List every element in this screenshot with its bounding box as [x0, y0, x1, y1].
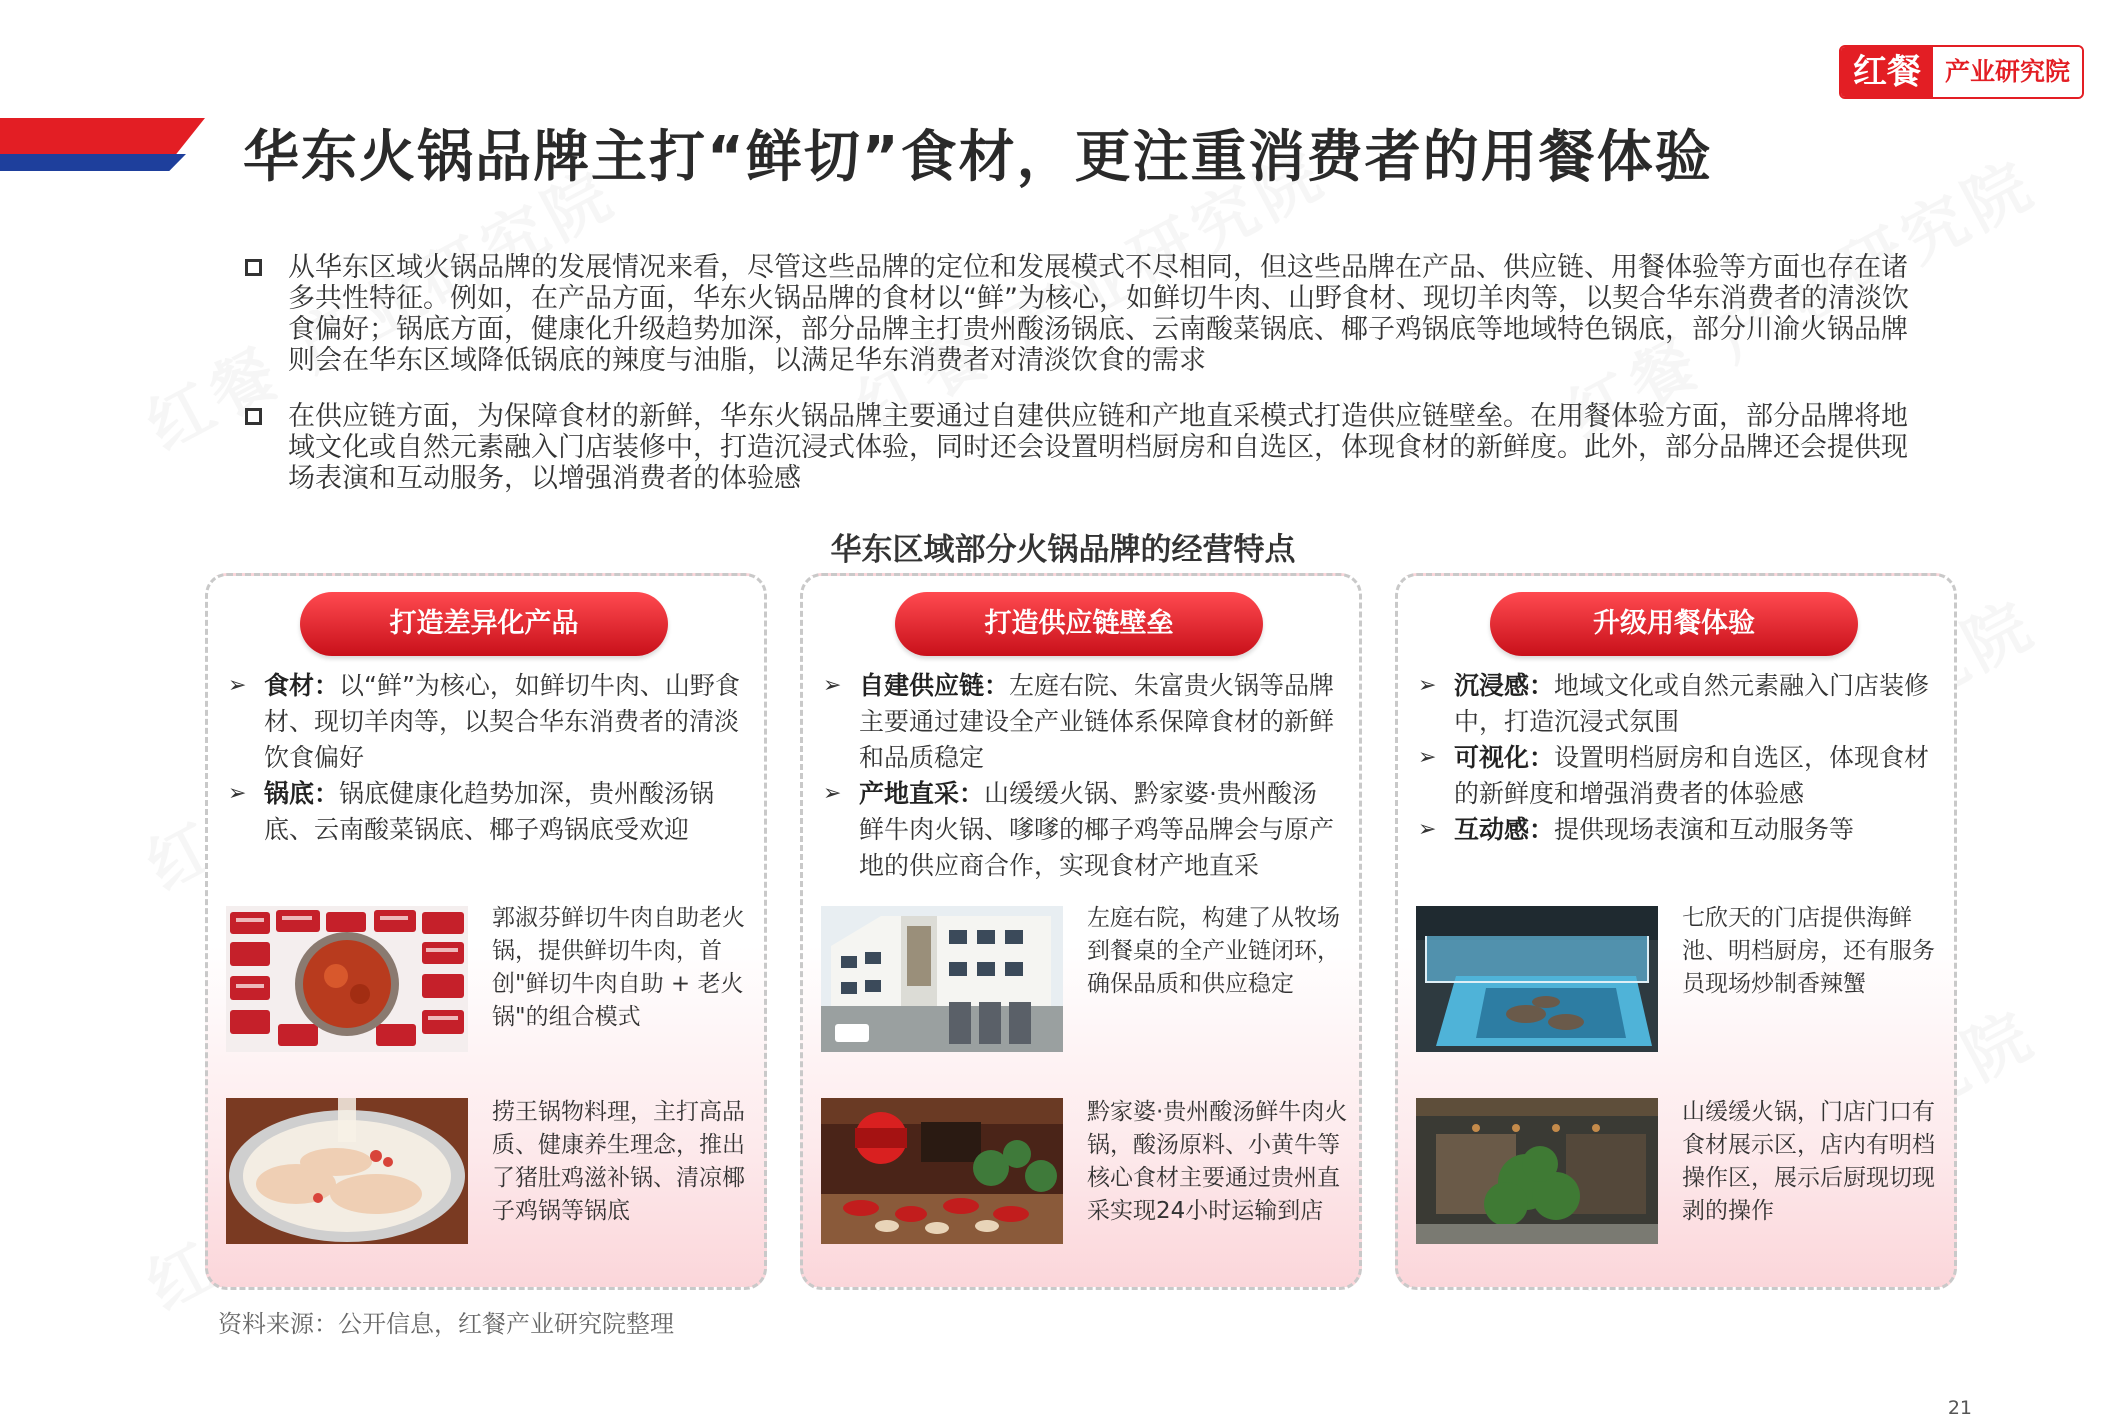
logo-mark: 红餐: [1841, 47, 1933, 97]
source-note: 资料来源：公开信息，红餐产业研究院整理: [218, 1310, 674, 1338]
page-title: 华东火锅品牌主打“鲜切”食材，更注重消费者的用餐体验: [243, 125, 1713, 190]
square-bullet-icon: [245, 259, 262, 276]
arrow-bullet-icon: ➢: [228, 673, 247, 698]
example-text: 七欣天的门店提供海鲜池、明档厨房，还有服务员现场炒制香辣蟹: [1682, 905, 1935, 997]
example-text: 山缓缓火锅，门店门口有食材展示区，店内有明档操作区，展示后厨现切现剥的操作: [1682, 1099, 1935, 1224]
bullet-item: ➢ 互动感：提供现场表演和互动服务等: [1416, 812, 1936, 848]
intro-paragraph: 在供应链方面，为保障食材的新鲜，华东火锅品牌主要通过自建供应链和产地直采模式打造供应链壁垒。在用餐体验方面，部分品牌将地域文化或自然元素融入门店装修中，打造沉浸式体验，同时还会设置明档厨房和自选区，体现食材的新鲜度。此外，部分品牌还会提供现场表演和互动服务，以增强消费者的体验感: [245, 401, 1925, 494]
card-title: 升级用餐体验: [1490, 592, 1858, 656]
bullet-item: ➢ 沉浸感：地域文化或自然元素融入门店装修中，打造沉浸式氛围: [1416, 668, 1936, 740]
storefront-photo: [1416, 1098, 1658, 1244]
arrow-bullet-icon: ➢: [1418, 673, 1437, 698]
title-accent-blue: [0, 154, 186, 171]
card-bullets: [226, 668, 746, 848]
title-accent-red: [0, 118, 205, 154]
feature-card-supply-chain: [800, 573, 1362, 1290]
arrow-bullet-icon: ➢: [1418, 745, 1437, 770]
bullet-item: ➢ 产地直采：山缓缓火锅、黔家婆·贵州酸汤鲜牛肉火锅、嗲嗲的椰子鸡等品牌会与原产地的供应商合作，实现食材产地直采: [821, 776, 1341, 884]
card-title: 打造供应链壁垒: [895, 592, 1263, 656]
example-text: 郭淑芬鲜切牛肉自助老火锅，提供鲜切牛肉，首创"鲜切牛肉自助 + 老火锅"的组合模式: [492, 905, 745, 1030]
bullet-item: ➢ 锅底：锅底健康化趋势加深，贵州酸汤锅底、云南酸菜锅底、椰子鸡锅底受欢迎: [226, 776, 746, 848]
arrow-bullet-icon: ➢: [823, 781, 842, 806]
restaurant-interior-photo: [821, 1098, 1063, 1244]
square-bullet-icon: [245, 408, 262, 425]
card-title: 打造差异化产品: [300, 592, 668, 656]
card-bullets: [1416, 668, 1936, 848]
feature-card-product: [205, 573, 767, 1290]
bullet-item: ➢ 自建供应链：左庭右院、朱富贵火锅等品牌主要通过建设全产业链体系保障食材的新鲜和品质稳定: [821, 668, 1341, 776]
arrow-bullet-icon: ➢: [823, 673, 842, 698]
beef-hotpot-photo: [226, 906, 468, 1052]
section-title: 华东区域部分火锅品牌的经营特点: [830, 532, 1296, 568]
intro-paragraph: 从华东区域火锅品牌的发展情况来看，尽管这些品牌的定位和发展模式不尽相同，但这些品牌在产品、供应链、用餐体验等方面也存在诸多共性特征。例如，在产品方面，华东火锅品牌的食材以“鲜”为核心，如鲜切牛肉、山野食材、现切羊肉等，以契合华东消费者的清淡饮食偏好；锅底方面，健康化升级趋势加深，部分品牌主打贵州酸汤锅底、云南酸菜锅底、椰子鸡锅底等地域特色锅底，部分川渝火锅品牌则会在华东区域降低锅底的辣度与油脂，以满足华东消费者对清淡饮食的需求: [245, 252, 1925, 376]
example-text: 捞王锅物料理，主打高品质、健康养生理念，推出了猪肚鸡滋补锅、清凉椰子鸡锅等锅底: [492, 1099, 745, 1224]
seafood-tank-photo: [1416, 906, 1658, 1052]
brand-logo: [1839, 45, 2084, 99]
example-text: 黔家婆·贵州酸汤鲜牛肉火锅，酸汤原料、小黄牛等核心食材主要通过贵州直采实现24小时运输到店: [1087, 1099, 1348, 1224]
pork-belly-chicken-pot-photo: [226, 1098, 468, 1244]
bullet-item: ➢ 食材：以“鲜”为核心，如鲜切牛肉、山野食材、现切羊肉等，以契合华东消费者的清淡饮食偏好: [226, 668, 746, 776]
bullet-item: ➢ 可视化：设置明档厨房和自选区，体现食材的新鲜度和增强消费者的体验感: [1416, 740, 1936, 812]
logo-text: 产业研究院: [1933, 47, 2082, 97]
example-text: 左庭右院，构建了从牧场到餐桌的全产业链闭环，确保品质和供应稳定: [1087, 905, 1340, 997]
arrow-bullet-icon: ➢: [228, 781, 247, 806]
card-bullets: [821, 668, 1341, 884]
page-number: 21: [1947, 1397, 1972, 1418]
factory-building-photo: [821, 906, 1063, 1052]
feature-card-dining-experience: [1395, 573, 1957, 1290]
arrow-bullet-icon: ➢: [1418, 817, 1437, 842]
